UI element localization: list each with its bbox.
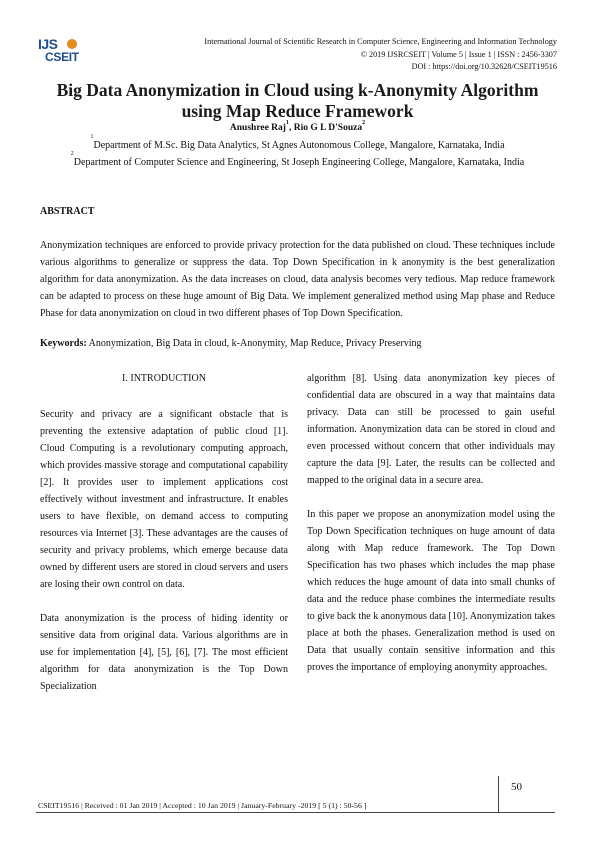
keywords [40,338,555,349]
title-line-1: Big Data Anonymization in Cloud using k-Anonymity Algorithm [56,80,539,100]
journal-name: International Journal of Scientific Research in Computer Science, Engineering and Information Technology [204,37,557,46]
paragraph: In this paper we propose an anonymization model using the Top Down Specification techniques on huge amount of data along with Map reduce framework. The Top Down Specification has two phases which includes the map phase which reduces the huge amount of data into small chunks of data and the reduce phase combines the intermediate results to give back the k anonymous data [10]. Anonymization takes place at both the phases. Generalization method is used on Data that usually contain sensitive information and this proves the importance of employing anonymity approaches. [307,509,555,673]
affiliation-1 [40,134,555,154]
abstract-body: Anonymization techniques are enforced to provide privacy protection for the data published on cloud. These techniques include various algorithms to generalize or suppress the data. Top Down Specification in k anonymity is the best generalization algorithm for data anonymization. As the data increases on cloud, data analysis becomes very tedious. Map reduce framework can be adapted to process on these huge amount of Big Data. We implement generalized method using Map phase and Reduce Phase for data anonymization on cloud in two different phases of Top Down Specification. [40,240,555,319]
author-2-affil: 2 [362,120,366,126]
doi-link[interactable]: DOI : https://doi.org/10.32628/CSEIT19516 [411,62,557,71]
affiliation-1-mark: 1 [90,134,94,140]
keywords-text: Anonymization, Big Data in cloud, k-Anonymity, Map Reduce, Privacy Preserving [86,338,422,349]
paragraph: Security and privacy are a significant obstacle that is preventing the extensive adaptation of public cloud [1]. Cloud Computing is a revolutionary computing approach, which provides massive storage and computational capability [2]. It provides user to implement applications cost effectively without investment and infrastructure. It enables users to have flexible, on demand access to computing resources via Internet [3]. These advantages are the causes of security and privacy problems, which emerge because data owned by different users are stored in cloud servers and users are losing their own control on data. [40,409,288,590]
author-list [0,120,595,133]
footer-info: CSEIT19516 | Received : 01 Jan 2019 | Accepted : 10 Jan 2019 | January-February -2019 [ 5 (1) : 50-56 ] [38,801,367,810]
section-heading-introduction: I. INTRODUCTION [122,373,206,384]
paragraph: algorithm [8]. Using data anonymization key pieces of confidential data are obscured in a way that maintains data privacy. Data can still be processed to gain useful information. Anonymization data can be stored in cloud and even processed without concern that other individuals may capture the data [9]. Later, the results can be collected and mapped to the original data in a secure area. [307,373,555,486]
affiliation-2-text: Department of Computer Science and Engineering, St Joseph Engineering College, Mangalore, Karnataka, India [73,157,525,168]
author-1: Anushree Raj [229,123,286,133]
affiliation-1-text: Department of M.Sc. Big Data Analytics, St Agnes Autonomous College, Mangalore, Karnataka, India [93,140,505,151]
footer-rule [36,812,555,813]
author-2: Rio G L D'Souza [293,123,363,133]
author-separator: , [288,123,294,133]
logo-text-top: IJS [38,36,58,52]
paragraph: Data anonymization is the process of hiding identity or sensitive data from original data. Various algorithms are in use for implementation [4], [5], [6], [7]. The most efficient algorithm for data anonymization is the Top Down Specialization [40,613,288,692]
right-column [307,370,555,693]
paper-title [30,80,565,122]
logo-text-bottom: CSEIT [45,50,79,64]
abstract-heading: ABSTRACT [40,206,95,217]
keywords-label: Keywords: [40,338,87,349]
left-column [40,370,288,712]
author-1-affil: 1 [285,120,289,126]
logo-globe-icon [67,39,77,49]
affiliation-2-mark: 2 [70,151,74,157]
affiliation-2 [40,151,555,171]
issue-info: © 2019 IJSRCSEIT | Volume 5 | Issue 1 | ISSN : 2456-3307 [360,50,557,59]
page-number: 50 [511,781,522,793]
journal-logo [38,36,86,66]
title-line-2: using Map Reduce Framework [181,101,414,121]
